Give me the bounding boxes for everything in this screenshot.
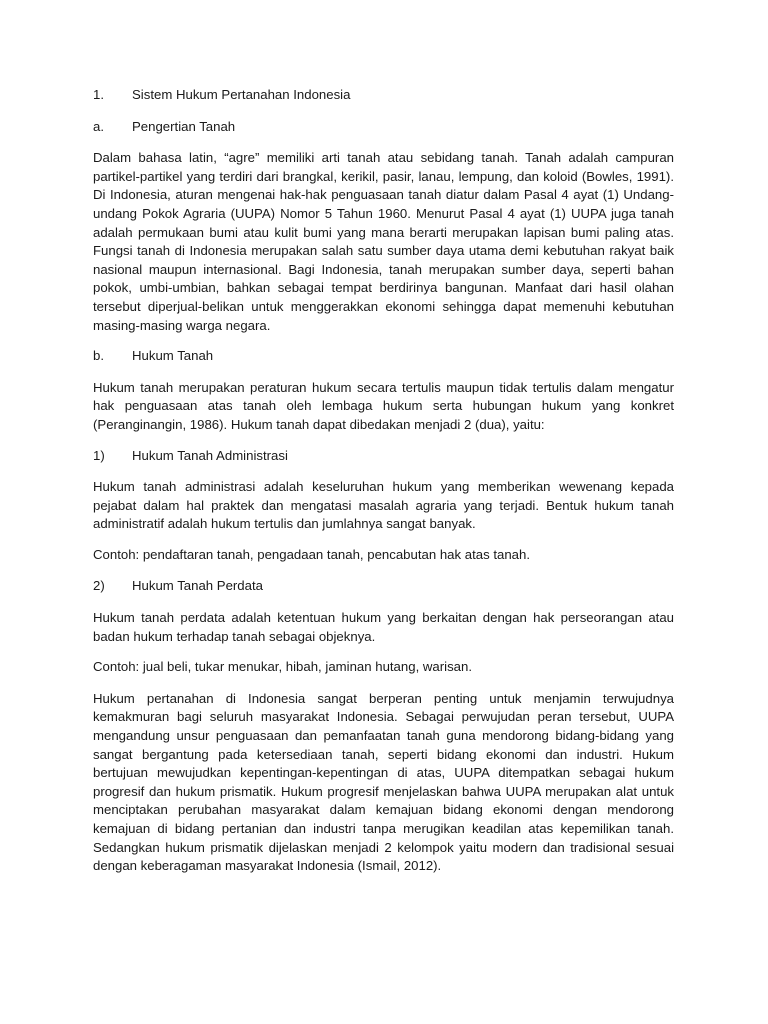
document-page [93,86,674,888]
section-heading-1b [93,447,674,466]
section-number: 2) [93,578,105,594]
section-title: Pengertian Tanah [132,118,236,134]
section-number: 1) [93,447,105,463]
section-heading-b [93,347,674,366]
section-heading-2b [93,577,674,596]
paragraph-pengertian-tanah: Dalam bahasa latin, “agre” memiliki arti tanah atau sebidang tanah. Tanah adalah campuran partikel-partikel yang terdiri dari brangkal, kerikil, pasir, lanau, lempung, dan koloid (Bowles, 1991). Di Indonesia, aturan mengenai hak-hak penguasaan tanah diatur dalam Pasal 4 ayat (1) Undang-undang Pokok Agraria (UUPA) Nomor 5 Tahun 1960. Menurut Pasal 4 ayat (1) UUPA juga tanah adalah permukaan bumi atau kulit bumi yang mana berarti merupakan lapisan bumi paling atas. Fungsi tanah di Indonesia merupakan salah satu sumber daya utama demi kebutuhan rakyat baik nasional maupun internasional. Bagi Indonesia, tanah merupakan sumber daya, seperti bahan pokok, umbi-umbian, bahkan sebagai tempat berdirinya bangunan. Manfaat dari hasil olahan tersebut diperjual-belikan untuk menggerakkan ekonomi sehingga dapat memenuhi kebutuhan masing-masing warga negara. [93,150,674,333]
paragraph-hukum-tanah-perdata: Hukum tanah perdata adalah ketentuan hukum yang berkaitan dengan hak perseorangan atau badan hukum terhadap tanah sebagai objeknya. [93,610,674,644]
section-heading-1 [93,86,674,105]
paragraph-contoh-perdata: Contoh: jual beli, tukar menukar, hibah, jaminan hutang, warisan. [93,659,472,675]
section-title: Hukum Tanah Administrasi [132,447,288,463]
paragraph-contoh-administrasi: Contoh: pendaftaran tanah, pengadaan tanah, pencabutan hak atas tanah. [93,546,531,562]
paragraph-hukum-pertanahan: Hukum pertanahan di Indonesia sangat berperan penting untuk menjamin terwujudnya kemakmuran bagi seluruh masyarakat Indonesia. Sebagai perwujudan peran tersebut, UUPA mengandung unsur penguasaan dan pemanfaatan tanah guna mendorong bidang-bidang yang sangat bergantung pada ketersediaan tanah, seperti bidang ekonomi dan industri. Hukum bertujuan mewujudkan kepentingan-kepentingan di atas, UUPA ditempatkan sebagai hukum progresif dan hukum prismatik. Hukum progresif menjelaskan bahwa UUPA merupakan alat untuk menciptakan perubahan masyarakat dalam kemajuan bidang ekonomi dengan mendorong kemajuan di bidang pertanian dan industri tanpa merugikan keadilan atas kepemilikan tanah. Sedangkan hukum prismatik dijelaskan menjadi 2 kelompok yaitu modern dan tradisional sesuai dengan keberagaman masyarakat Indonesia (Ismail, 2012). [93,690,674,874]
section-number: a. [93,118,104,134]
section-number: b. [93,348,104,364]
section-title: Hukum Tanah Perdata [132,578,263,594]
section-title: Hukum Tanah [132,348,214,364]
section-heading-a [93,118,674,137]
section-number: 1. [93,87,104,102]
section-title: Sistem Hukum Pertanahan Indonesia [132,87,351,102]
paragraph-hukum-tanah-administrasi: Hukum tanah administrasi adalah keseluruhan hukum yang memberikan wewenang kepada pejabat dalam hal praktek dan mengatasi masalah agraria yang terjadi. Bentuk hukum tanah administratif adalah hukum tertulis dan jumlahnya sangat banyak. [93,479,674,532]
paragraph-hukum-tanah: Hukum tanah merupakan peraturan hukum secara tertulis maupun tidak tertulis dalam mengatur hak penguasaan atas tanah oleh lembaga hukum serta hubungan hukum yang konkret (Peranginangin, 1986). Hukum tanah dapat dibedakan menjadi 2 (dua), yaitu: [93,379,674,432]
